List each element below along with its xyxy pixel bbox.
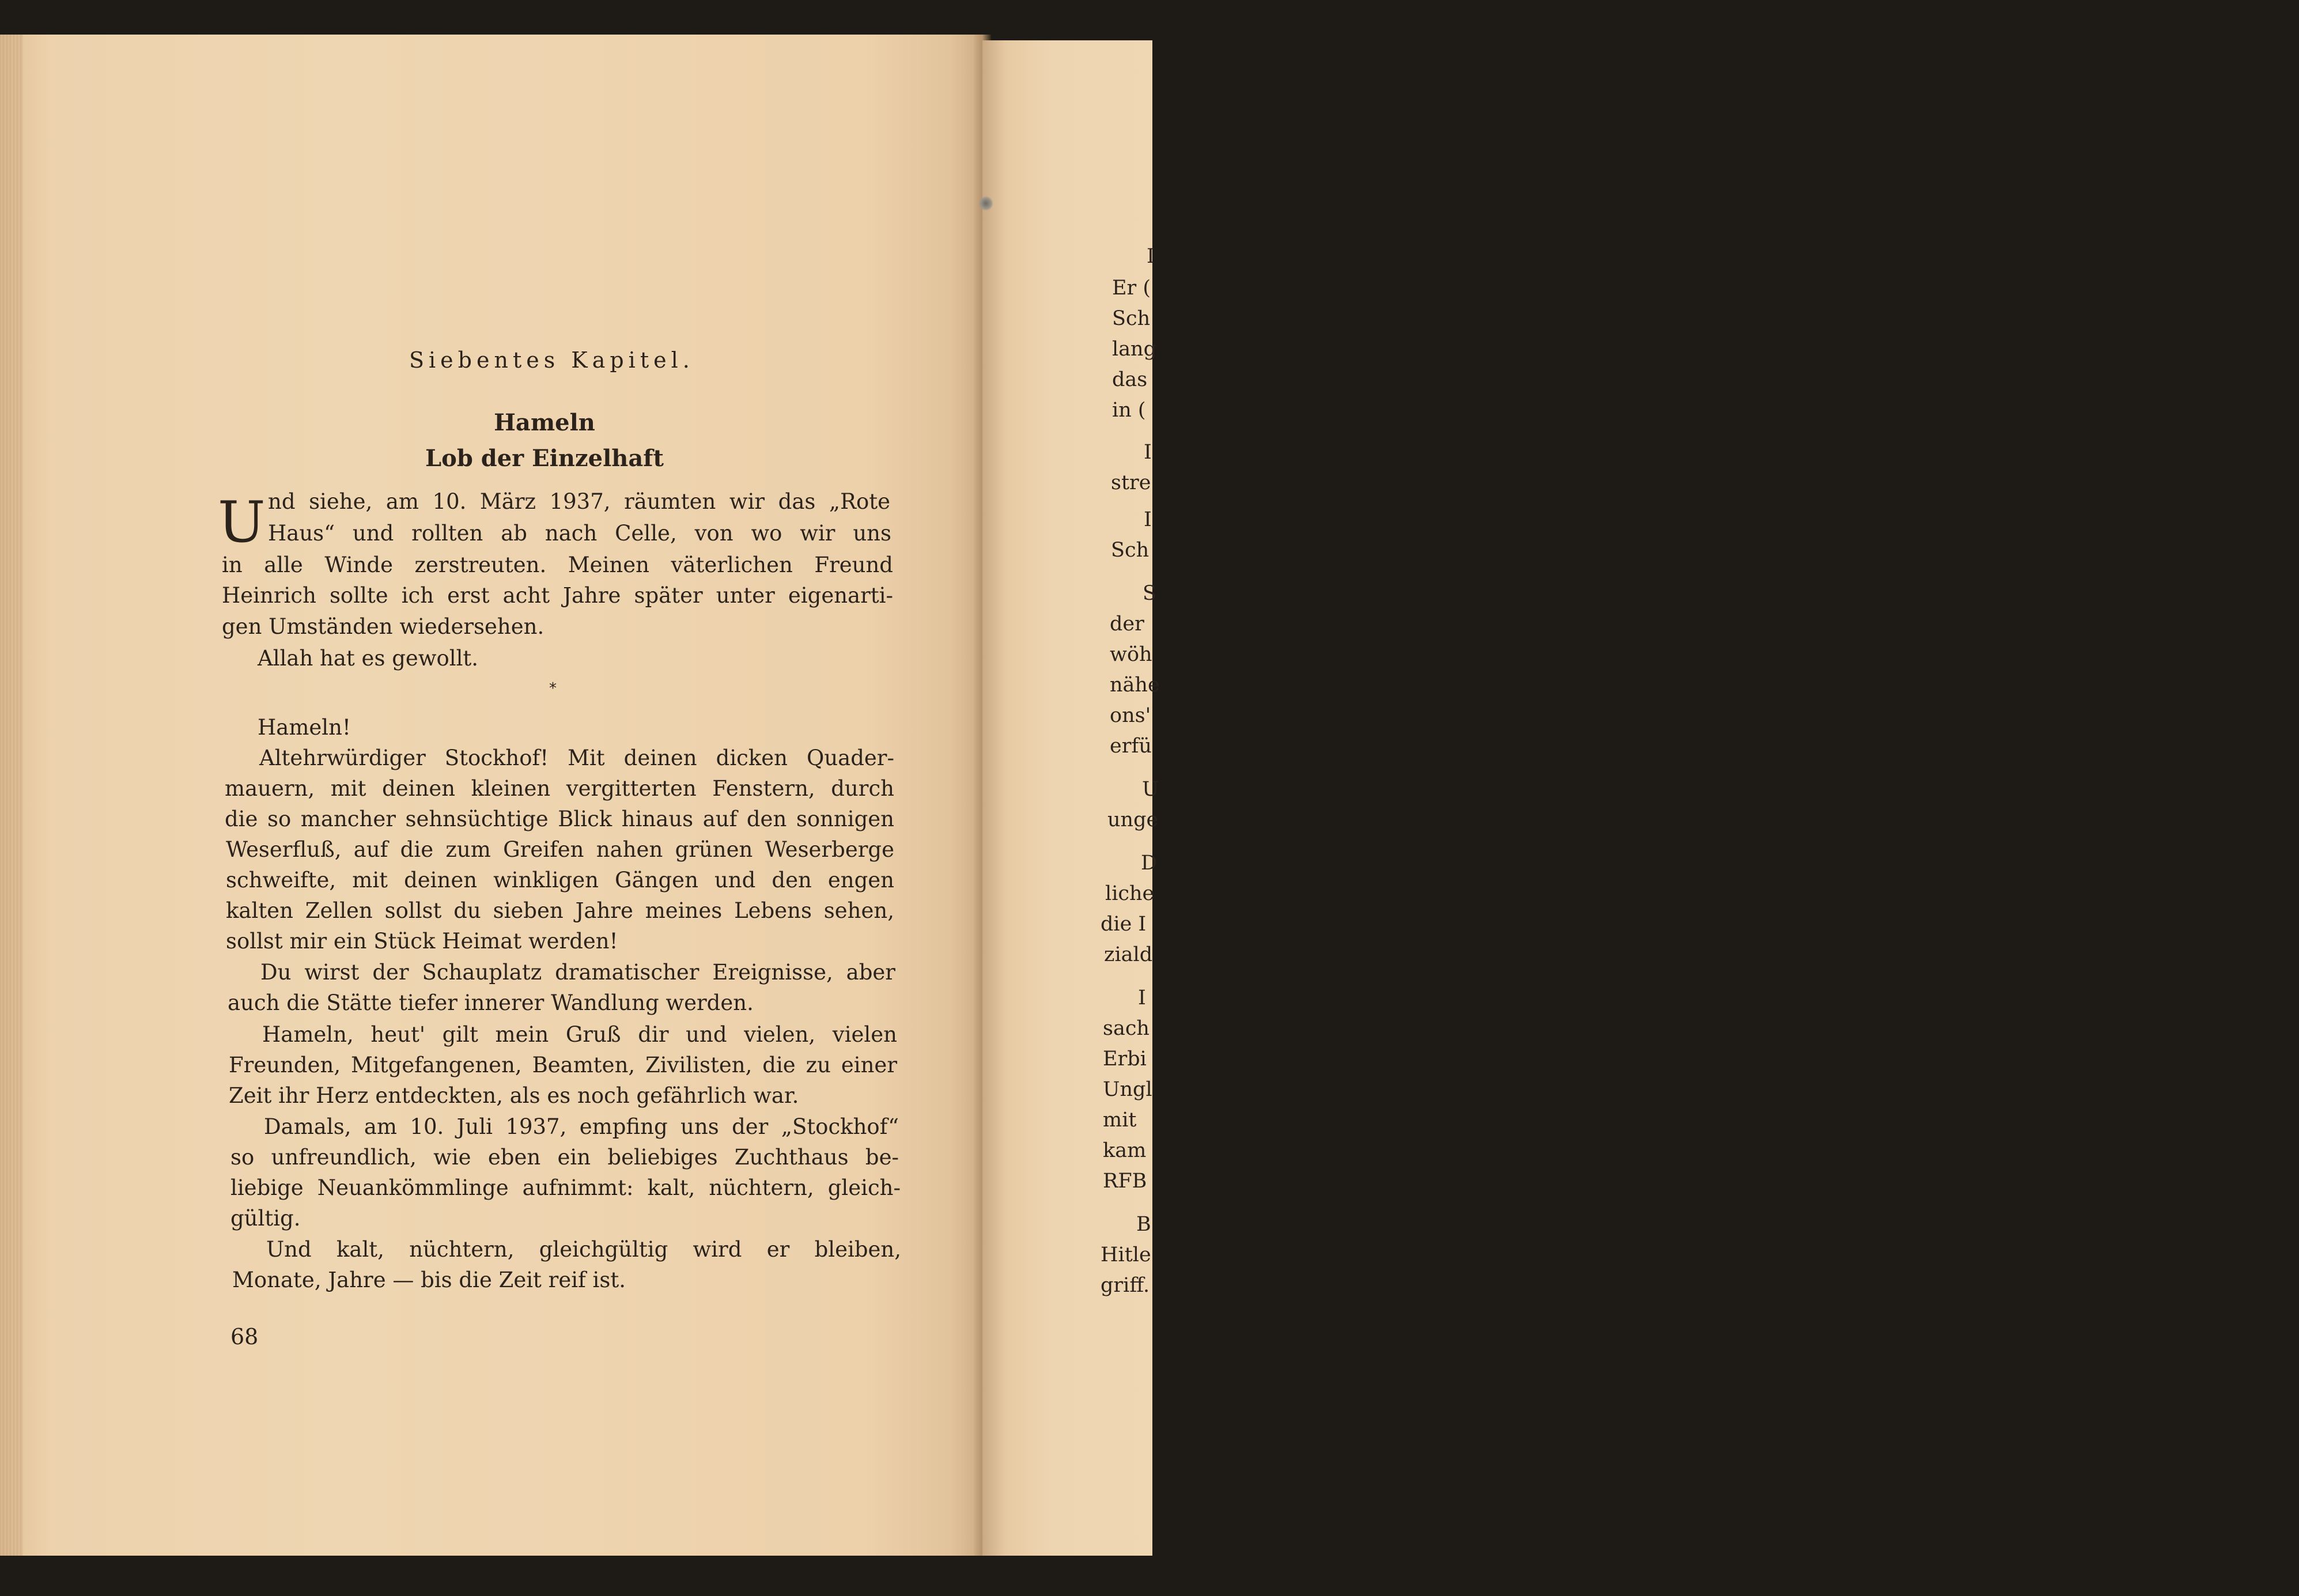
- paragraph-line: Allah hat es gewollt.: [258, 646, 479, 671]
- right-page-fragment: Hitle: [1101, 1243, 1151, 1266]
- paragraph-line: sollst mir ein Stück Heimat werden!: [226, 929, 618, 954]
- right-page-fragment: I: [1138, 986, 1146, 1009]
- right-page-fragment: D: [1141, 852, 1158, 875]
- paragraph-line: Weserfluß, auf die zum Greifen nahen grünen Weserberge: [226, 837, 894, 862]
- paragraph-line: Du wirst der Schauplatz dramatischer Ereignisse, aber: [260, 960, 895, 985]
- paragraph-line: Hameln!: [258, 715, 351, 740]
- paragraph-line: Damals, am 10. Juli 1937, empfing uns der „Stockhof“: [264, 1114, 899, 1139]
- right-page-fragment: das: [1112, 368, 1148, 391]
- page-number: 68: [230, 1324, 259, 1349]
- right-page-fragment: liche: [1105, 882, 1155, 905]
- section-separator: *: [549, 680, 557, 697]
- right-page-fragment: U: [1142, 778, 1159, 801]
- right-page-fragment: nähe: [1110, 674, 1160, 697]
- right-page-fragment: B: [1136, 1213, 1151, 1236]
- right-page-fragment: kam: [1103, 1139, 1147, 1162]
- right-page-fragment: die I: [1101, 913, 1147, 936]
- right-page-fragment: mit: [1103, 1109, 1137, 1132]
- right-page-fragment: ziald: [1104, 943, 1153, 966]
- paragraph-line: liebige Neuankömmlinge aufnimmt: kalt, nüchtern, gleich-: [230, 1175, 901, 1200]
- paragraph-line: nd siehe, am 10. März 1937, räumten wir das „Rote: [268, 489, 890, 514]
- paragraph-line: Monate, Jahre — bis die Zeit reif ist.: [232, 1268, 626, 1292]
- paragraph-line: schweifte, mit deinen winkligen Gängen und den engen: [226, 868, 894, 892]
- right-page-fragment: Sch: [1112, 307, 1151, 330]
- right-page: [982, 40, 1152, 1556]
- paragraph-line: Und kalt, nüchtern, gleichgültig wird er bleiben,: [266, 1237, 901, 1262]
- right-page-fragment: Ungl: [1103, 1078, 1152, 1101]
- chapter-subtitle: Lob der Einzelhaft: [425, 445, 664, 472]
- paragraph-line: Haus“ und rollten ab nach Celle, von wo wir uns: [268, 521, 891, 546]
- right-page-fragment: I: [1147, 245, 1155, 268]
- right-page-fragment: der: [1110, 612, 1144, 636]
- right-page-fragment: in (: [1112, 399, 1146, 422]
- right-page-fragment: wöh: [1110, 643, 1152, 666]
- chapter-title: Hameln: [494, 409, 595, 436]
- right-page-fragment: Erbi: [1103, 1047, 1147, 1071]
- right-page-fragment: griff.: [1101, 1274, 1150, 1297]
- paragraph-line: auch die Stätte tiefer innerer Wandlung werden.: [228, 990, 754, 1015]
- right-page-fragment: I: [1144, 441, 1152, 464]
- right-page-fragment: erfü: [1110, 735, 1152, 758]
- right-page-fragment: unge: [1107, 808, 1159, 831]
- paper-smudge: [978, 196, 993, 211]
- paragraph-line: gültig.: [230, 1206, 301, 1231]
- right-page-fragment: S: [1143, 582, 1156, 605]
- right-page-fragment: ons': [1110, 704, 1151, 727]
- paragraph-line: kalten Zellen sollst du sieben Jahre meines Lebens sehen,: [226, 898, 894, 923]
- right-page-fragment: I: [1144, 508, 1152, 531]
- right-page-fragment: lang: [1112, 338, 1157, 361]
- paragraph-line: Freunden, Mitgefangenen, Beamten, Zivilisten, die zu einer: [229, 1053, 897, 1077]
- right-page-fragment: Er (: [1112, 277, 1151, 300]
- paragraph-line: Hameln, heut' gilt mein Gruß dir und vielen, vielen: [262, 1022, 897, 1047]
- drop-cap: U: [218, 490, 266, 555]
- paragraph-line: in alle Winde zerstreuten. Meinen väterlichen Freund: [222, 553, 893, 577]
- paragraph-line: Zeit ihr Herz entdeckten, als es noch gefährlich war.: [229, 1083, 799, 1108]
- paragraph-line: gen Umständen wiedersehen.: [222, 614, 544, 639]
- right-page-fragment: sach: [1103, 1017, 1150, 1040]
- paragraph-line: mauern, mit deinen kleinen vergitterten Fenstern, durch: [225, 776, 894, 801]
- paragraph-line: so unfreundlich, wie eben ein beliebiges Zuchthaus be-: [230, 1145, 899, 1170]
- page-edges: [0, 35, 23, 1556]
- right-page-fragment: stre: [1111, 471, 1151, 494]
- right-page-fragment: Sch: [1111, 539, 1150, 562]
- chapter-label: Siebentes Kapitel.: [409, 347, 694, 373]
- paragraph-line: die so mancher sehnsüchtige Blick hinaus auf den sonnigen: [225, 807, 894, 831]
- right-page-fragment: RFB: [1103, 1170, 1147, 1193]
- paragraph-line: Heinrich sollte ich erst acht Jahre später unter eigenarti-: [222, 583, 893, 608]
- paragraph-line: Altehrwürdiger Stockhof! Mit deinen dicken Quader-: [259, 746, 894, 770]
